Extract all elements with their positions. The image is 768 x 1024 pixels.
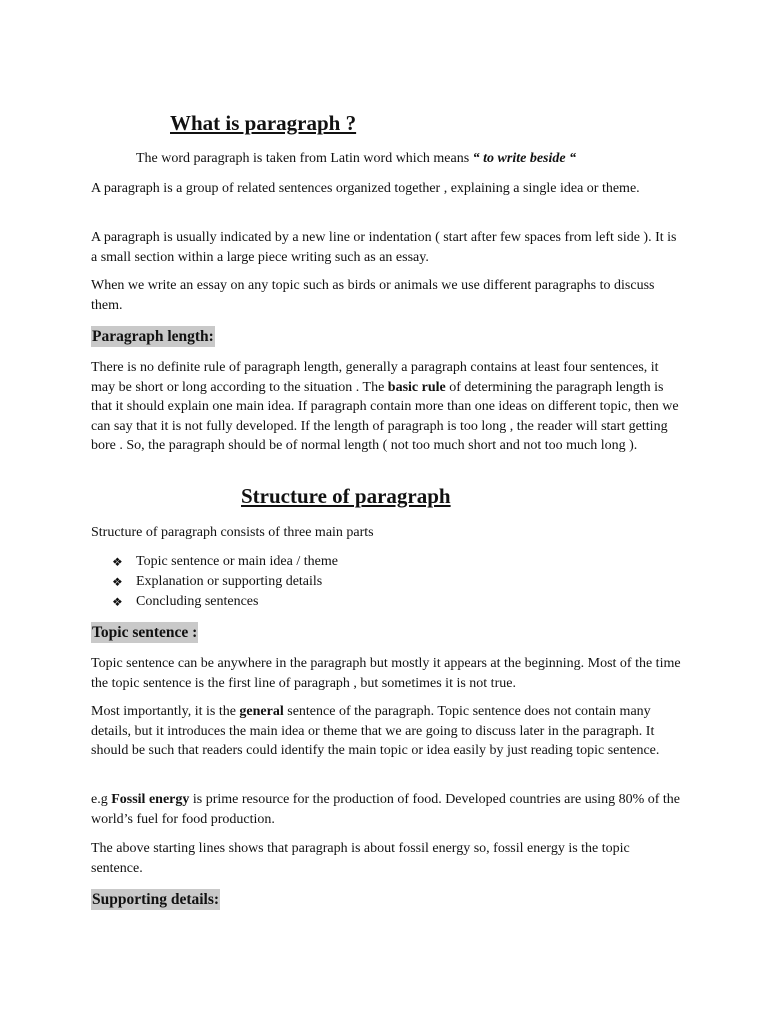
topic-sentence-heading: Topic sentence : [92, 624, 198, 641]
diamond-bullet-icon: ❖ [112, 595, 123, 609]
length-text-after: of determining the paragraph length is that it should explain one main idea. If paragraph contain more than one ideas on different topic, then we can say that it is not fully developed. If the length of paragraph is too long , the reader will start getting bore . So, the paragraph should be of normal length ( not too much short and not too much long ). [91, 379, 679, 453]
list-item [112, 592, 338, 612]
list-item-label: Explanation or supporting details [136, 574, 323, 589]
list-item-label: Topic sentence or main idea / theme [136, 554, 338, 569]
example-after: is prime resource for the production of food. Developed countries are using 80% of the world’s fuel for food production. [91, 792, 681, 827]
intro-paragraph [136, 149, 576, 169]
example-paragraph [91, 790, 681, 829]
paragraph-length-heading: Paragraph length: [92, 328, 214, 345]
topic-sentence-paragraph-4: The above starting lines shows that paragraph is about fossil energy so, fossil energy is the topic sentence. [91, 841, 630, 876]
structure-list [112, 552, 338, 612]
topic-para2-bold: general [239, 704, 284, 719]
essay-paragraph: When we write an essay on any topic such as birds or animals we use different paragraphs to discuss them. [91, 278, 655, 313]
diamond-bullet-icon: ❖ [112, 575, 123, 589]
length-text-before: There is no definite rule of paragraph length, generally a paragraph contains at least four sentences, it may be short or long according to the situation . The [91, 360, 659, 395]
topic-sentence-paragraph-1: Topic sentence can be anywhere in the paragraph but mostly it appears at the beginning. Most of the time the topic sentence is the first line of paragraph , but sometimes it is not true. [91, 656, 681, 691]
example-prefix: e.g [91, 792, 112, 807]
diamond-bullet-icon: ❖ [112, 555, 123, 569]
topic-para2-after: sentence of the paragraph. Topic sentence does not contain many details, but it introduces the main idea or theme that we are going to discuss later in the paragraph. It should be such that readers could identify the main topic or idea easily by just reading topic sentence. [91, 704, 660, 758]
topic-sentence-paragraph-2 [91, 702, 681, 761]
structure-title: Structure of paragraph [241, 484, 451, 508]
intro-emphasis: “ to write beside “ [472, 151, 577, 166]
list-item [112, 552, 338, 572]
structure-intro: Structure of paragraph consists of three main parts [91, 525, 374, 540]
example-bold: Fossil energy [111, 792, 190, 807]
page-title: What is paragraph ? [170, 111, 357, 135]
list-item [112, 572, 338, 592]
indication-paragraph: A paragraph is usually indicated by a new line or indentation ( start after few spaces from left side ). It is a small section within a large piece writing such as an essay. [91, 230, 677, 265]
list-item-label: Concluding sentences [136, 594, 259, 609]
definition-paragraph: A paragraph is a group of related sentences organized together , explaining a single idea or theme. [91, 181, 640, 196]
supporting-details-heading: Supporting details: [92, 891, 220, 908]
length-text-bold: basic rule [387, 379, 446, 395]
intro-text: The word paragraph is taken from Latin word which means [136, 151, 473, 166]
paragraph-length-text [91, 358, 681, 456]
topic-para2-before: Most importantly, it is the [91, 704, 240, 719]
